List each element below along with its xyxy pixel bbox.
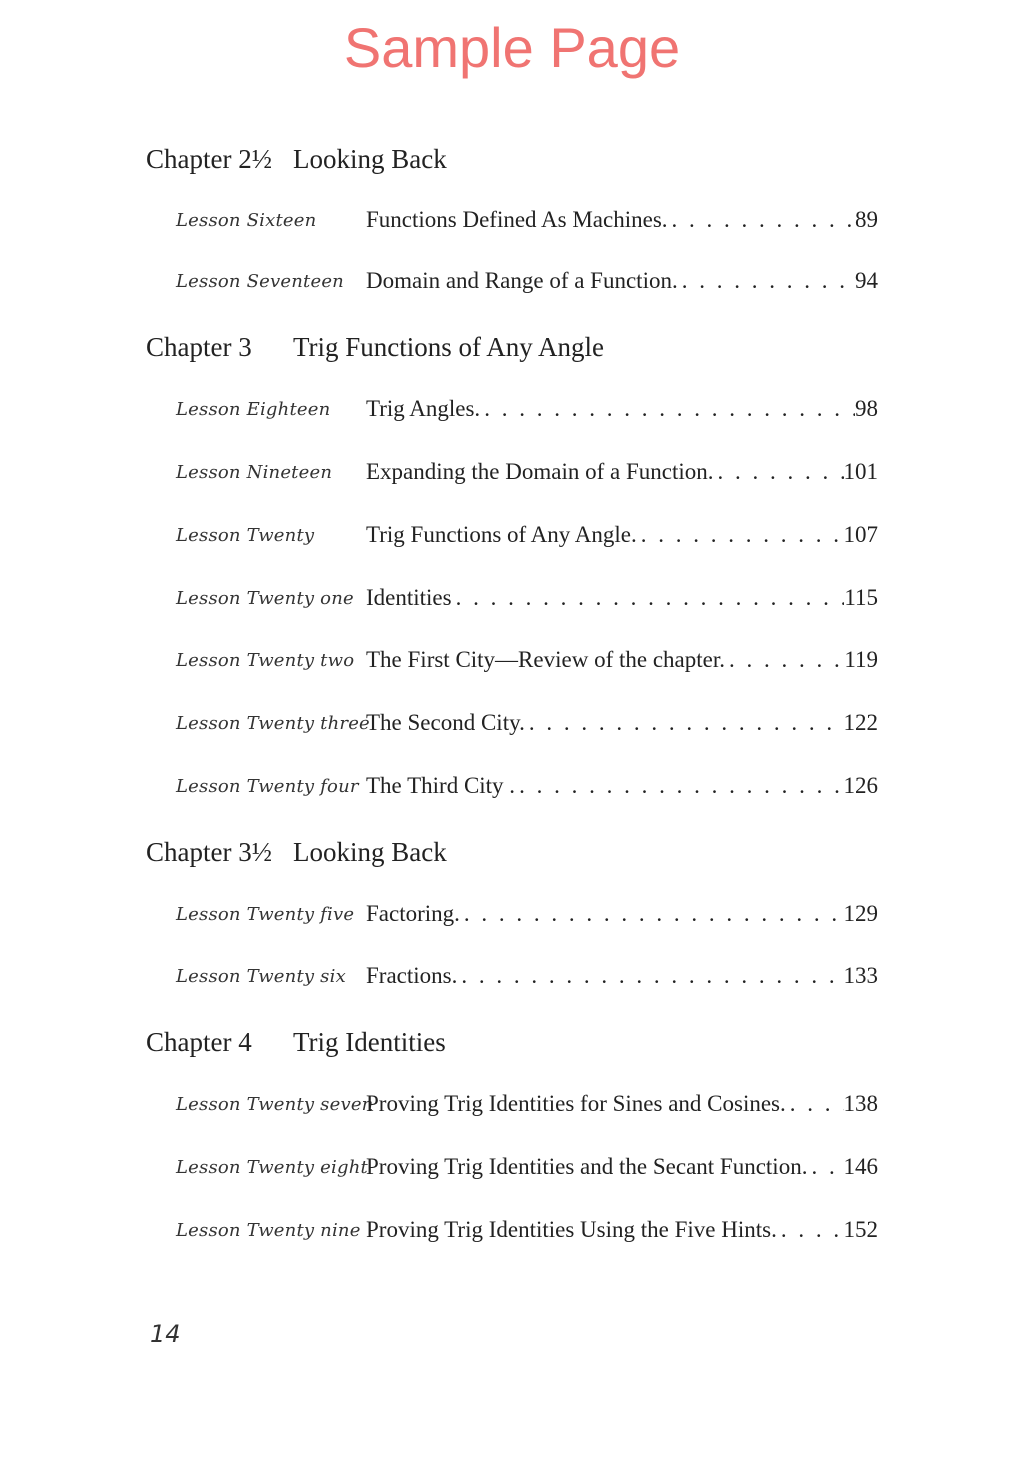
page-number: 101 <box>843 459 878 484</box>
lesson-title: The Second City. <box>366 710 525 735</box>
chapter-title: Looking Back <box>293 144 447 174</box>
lesson-title: The First City—Review of the chapter. <box>366 647 725 672</box>
dot-leader <box>457 960 843 992</box>
toc-entry[interactable] <box>176 456 878 488</box>
dot-leader <box>452 582 845 614</box>
lesson-title: Proving Trig Identities Using the Five Hints. <box>366 1217 777 1242</box>
dot-leader <box>460 898 844 930</box>
lesson-name: Lesson Eighteen <box>176 399 331 420</box>
lesson-name: Lesson Twenty six <box>176 966 346 987</box>
toc-entry[interactable] <box>176 1214 878 1246</box>
lesson-title: Domain and Range of a Function. <box>366 268 678 293</box>
page-number: 119 <box>844 647 878 672</box>
toc-entry[interactable] <box>176 204 878 236</box>
lesson-title: Proving Trig Identities and the Secant Function. <box>366 1154 808 1179</box>
page-number: 115 <box>844 585 878 610</box>
dot-leader <box>807 1151 843 1183</box>
chapter-heading <box>146 1025 446 1059</box>
dot-leader <box>786 1088 844 1120</box>
lesson-name: Lesson Seventeen <box>176 271 344 292</box>
page-number: 98 <box>855 396 878 421</box>
dot-leader <box>668 204 855 236</box>
chapter-heading <box>146 330 604 364</box>
toc-entry[interactable] <box>176 898 878 930</box>
page-number: 138 <box>843 1091 878 1116</box>
dot-leader <box>725 644 844 676</box>
lesson-title: Expanding the Domain of a Function. <box>366 459 714 484</box>
page-number: 122 <box>843 710 878 735</box>
dot-leader <box>678 265 855 297</box>
toc-entry[interactable] <box>176 393 878 425</box>
chapter-heading <box>146 142 447 176</box>
lesson-name: Lesson Nineteen <box>176 462 333 483</box>
toc-entry[interactable] <box>176 582 878 614</box>
lesson-title: The Third City . <box>366 773 516 798</box>
lesson-name: Lesson Twenty two <box>176 650 355 671</box>
chapter-title: Trig Identities <box>293 1027 446 1057</box>
toc-entry[interactable] <box>176 960 878 992</box>
toc-entry[interactable] <box>176 707 878 739</box>
lesson-name: Lesson Twenty one <box>176 588 354 609</box>
lesson-name: Lesson Twenty seven <box>176 1094 374 1115</box>
page-number: 107 <box>843 522 878 547</box>
chapter-title: Looking Back <box>293 837 447 867</box>
lesson-name: Lesson Twenty four <box>176 776 359 797</box>
lesson-title: Fractions. <box>366 963 458 988</box>
chapter-number: Chapter 3½ <box>146 837 272 867</box>
lesson-title: Functions Defined As Machines. <box>366 207 668 232</box>
dot-leader <box>515 770 843 802</box>
toc-entry[interactable] <box>176 1151 878 1183</box>
page-folio: 14 <box>150 1320 181 1348</box>
lesson-name: Lesson Twenty five <box>176 904 355 925</box>
lesson-title: Proving Trig Identities for Sines and Cosines. <box>366 1091 786 1116</box>
lesson-title: Trig Angles. <box>366 396 481 421</box>
chapter-number: Chapter 2½ <box>146 144 272 174</box>
page-number: 146 <box>843 1154 878 1179</box>
page-number: 89 <box>855 207 878 232</box>
sample-page-banner: Sample Page <box>343 16 681 79</box>
lesson-name: Lesson Twenty nine <box>176 1220 361 1241</box>
dot-leader <box>637 519 844 551</box>
chapter-number: Chapter 3 <box>146 332 252 362</box>
lesson-title: Factoring. <box>366 901 460 926</box>
dot-leader <box>714 456 844 488</box>
lesson-name: Lesson Twenty three <box>176 713 370 734</box>
lesson-name: Lesson Sixteen <box>176 210 317 231</box>
page-number: 126 <box>843 773 878 798</box>
chapter-heading <box>146 835 447 869</box>
page-number: 152 <box>843 1217 878 1242</box>
toc-entry[interactable] <box>176 519 878 551</box>
toc-entry[interactable] <box>176 644 878 676</box>
dot-leader <box>525 707 844 739</box>
lesson-title: Trig Functions of Any Angle. <box>366 522 637 547</box>
page-number: 94 <box>855 268 878 293</box>
toc-entry[interactable] <box>176 1088 878 1120</box>
dot-leader <box>777 1214 844 1246</box>
page-number: 133 <box>843 963 878 988</box>
lesson-title: Identities <box>366 585 452 610</box>
page-number: 129 <box>843 901 878 926</box>
chapter-number: Chapter 4 <box>146 1027 252 1057</box>
toc-entry[interactable] <box>176 770 878 802</box>
lesson-name: Lesson Twenty <box>176 525 315 546</box>
dot-leader <box>480 393 855 425</box>
chapter-title: Trig Functions of Any Angle <box>293 332 605 362</box>
toc-entry[interactable] <box>176 265 878 297</box>
lesson-name: Lesson Twenty eight <box>176 1157 368 1178</box>
